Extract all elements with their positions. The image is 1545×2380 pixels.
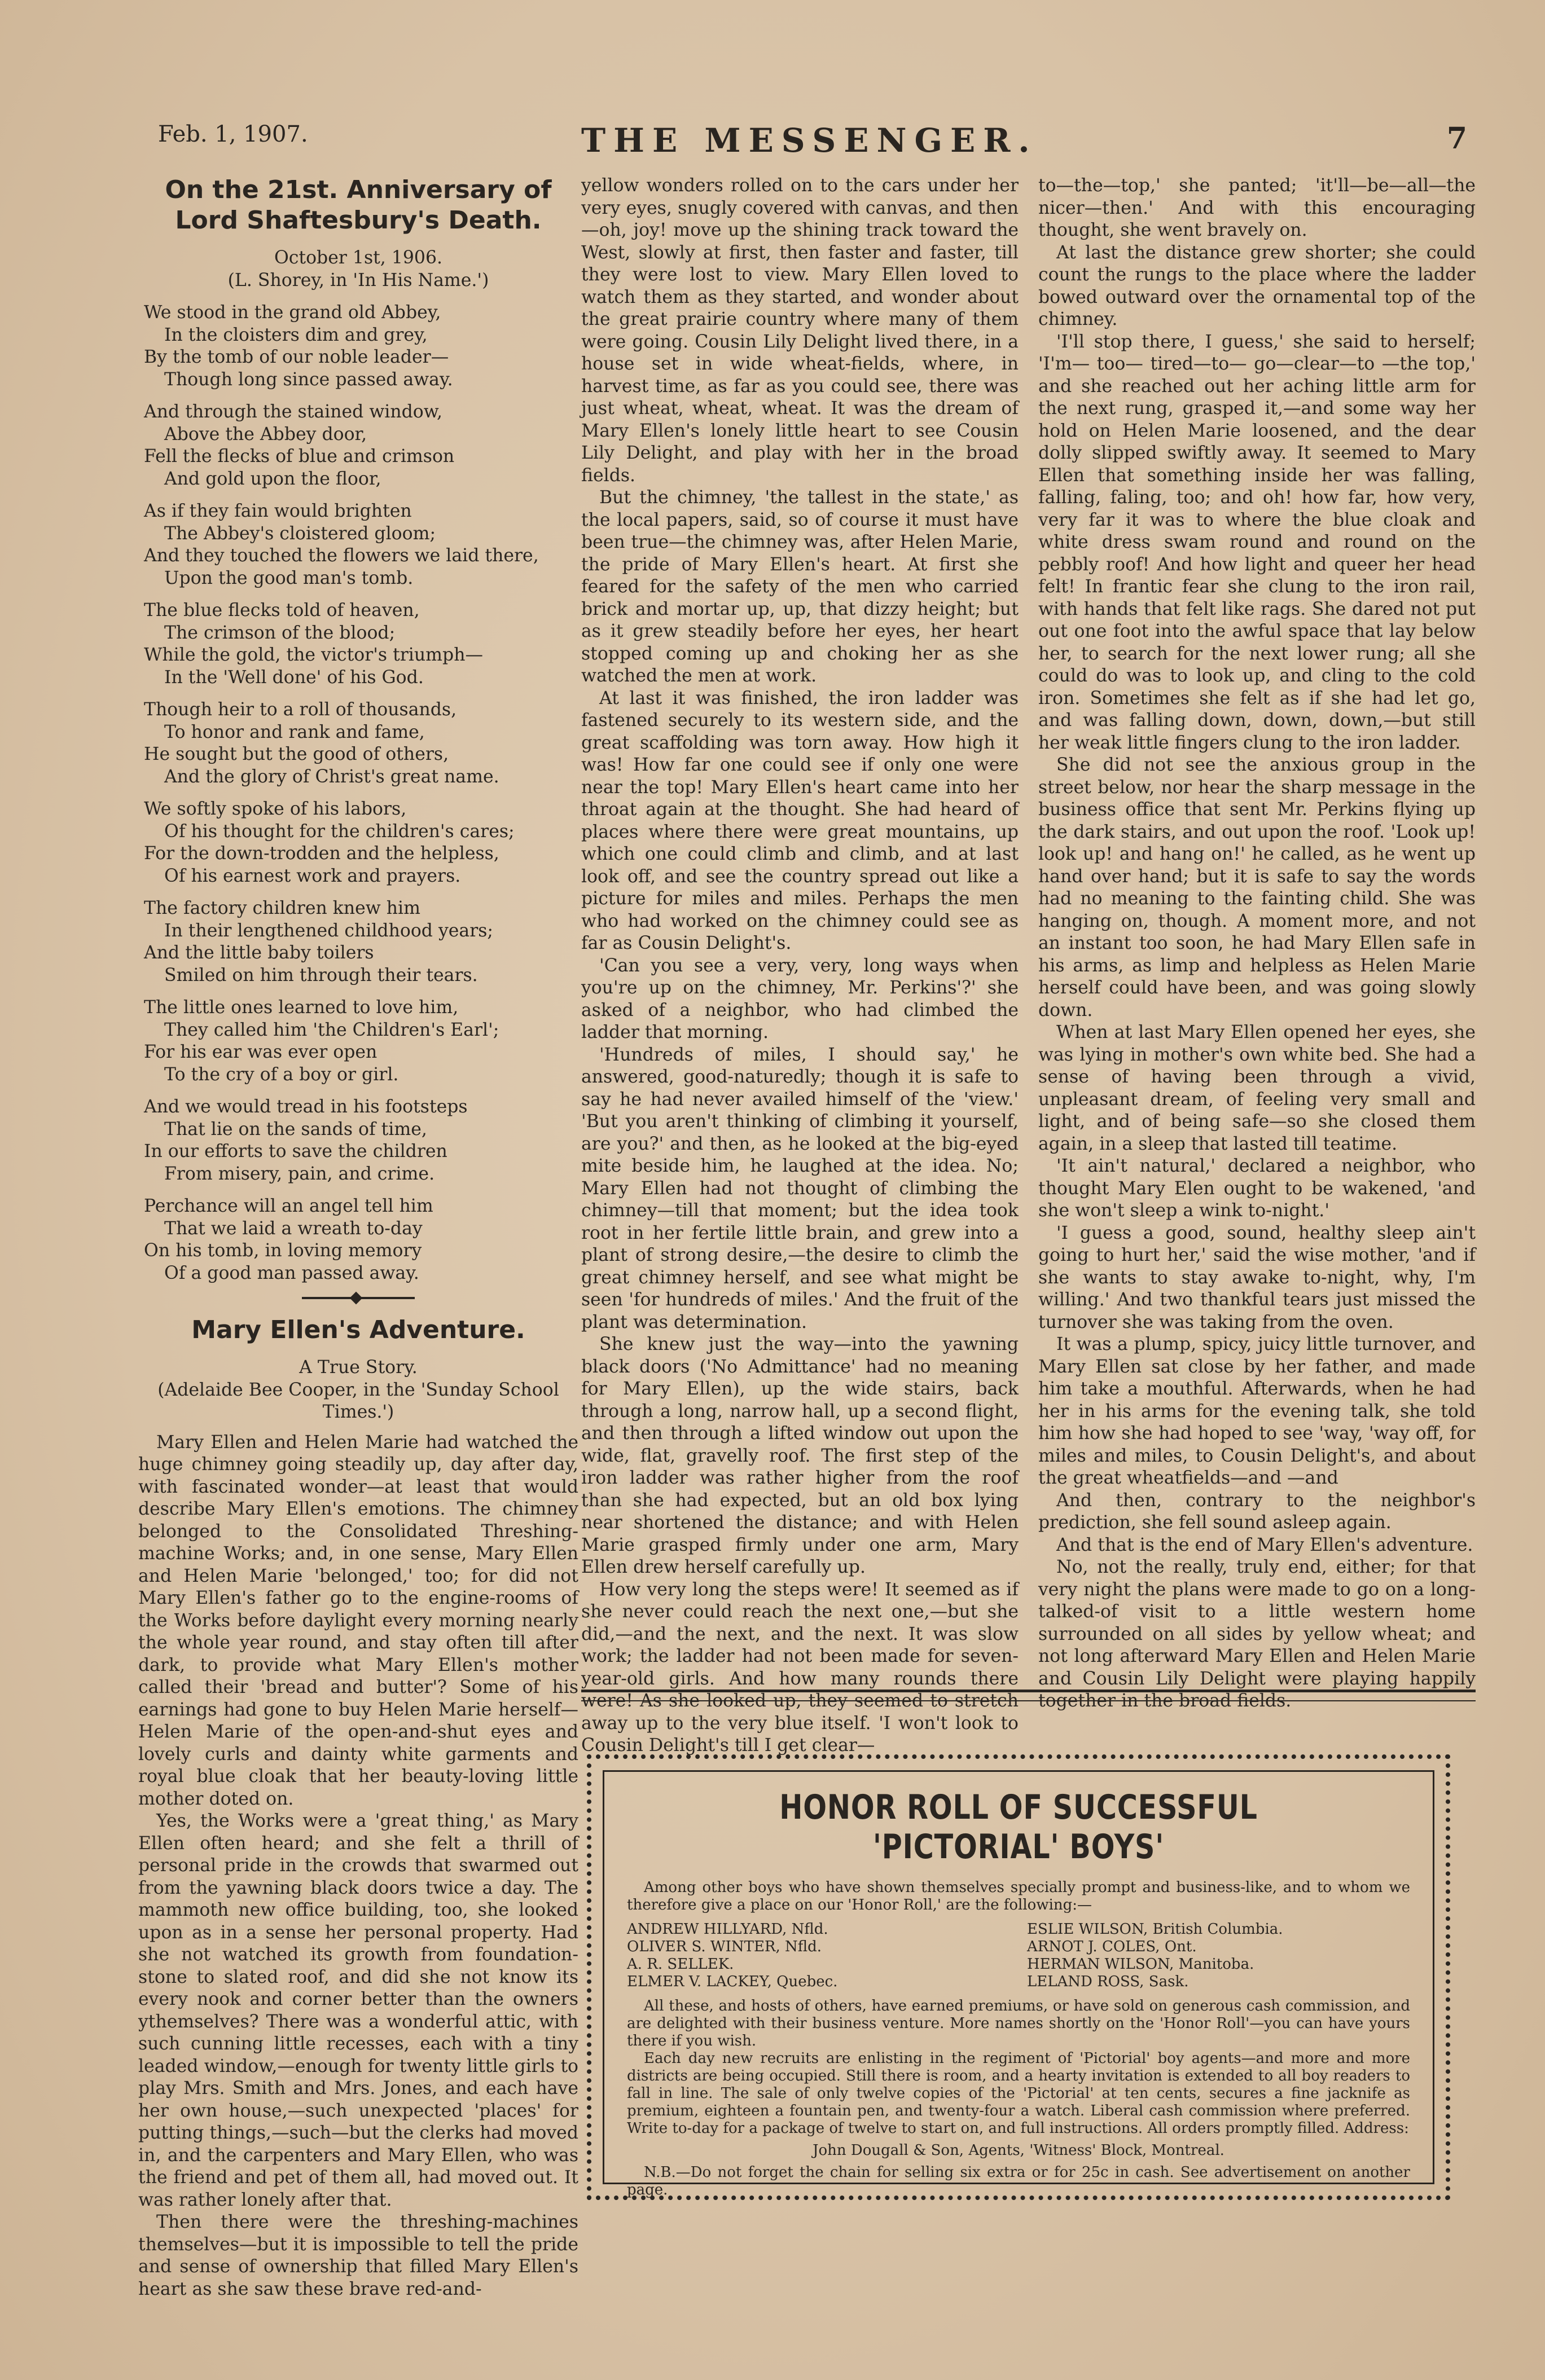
poem-stanza xyxy=(144,898,578,987)
issue-date: Feb. 1, 1907. xyxy=(158,121,308,147)
poem-line: Though long since passed away. xyxy=(164,369,453,390)
poem-line: To honor and rank and fame, xyxy=(164,722,425,742)
honor-roll-text xyxy=(627,1879,1410,2199)
poem-line: The blue flecks told of heaven, xyxy=(144,600,420,621)
story-paragraph: But the chimney, 'the tallest in the state,' as the local papers, said, so of course it must have been true—the chimney was, after Helen Marie, the pride of Mary Ellen's heart. At first she feared for the safety of the men who carried brick and mortar up, up, that dizzy height; but as it grew steadily before her eyes, her heart stopped coming up and choking her as she watched the men at work. xyxy=(581,487,1019,686)
story-paragraph: No, not the really, truly end, either; for that very night the plans were made to go on a long-talked-of visit to a little western home surrounded on all sides by yellow wheat; and not long afterward Mary Ellen and Helen Marie and Cousin Lily Delight were playing happily together in the broad fields. xyxy=(1038,1557,1476,1711)
masthead xyxy=(152,121,1467,166)
mary-ellen-byline: (Adelaide Bee Cooper, in the 'Sunday School Times.') xyxy=(157,1379,559,1422)
newspaper-title: THE MESSENGER. xyxy=(581,121,1038,160)
honor-roll-names xyxy=(627,1921,1410,1991)
page-number: 7 xyxy=(1446,121,1467,156)
story-paragraph: 'Hundreds of miles, I should say,' he answered, good-naturedly; though it is safe to say he had never availed himself of the 'view.' 'But you aren't thinking of climbing it yourself, are you?' and then, as he looked at the big-eyed mite beside him, he laughed at the idea. No; Mary Ellen had not thought of climbing the chimney—till that moment; but the idea took root in her fertile little brain, and grew into a plant of strong desire,—the desire to climb the great chimney herself, and see what might be seen 'for hundreds of miles.' And the fruit of the plant was determination. xyxy=(581,1044,1019,1332)
poem-stanza xyxy=(144,1096,578,1185)
poem-line: And the glory of Christ's great name. xyxy=(164,766,499,787)
poem-stanza xyxy=(144,798,578,887)
poem-line: Perchance will an angel tell him xyxy=(144,1196,433,1216)
honor-name: ARNOT J. COLES, Ont. xyxy=(1027,1938,1197,1955)
section-divider xyxy=(302,1297,415,1299)
poem-line: And we would tread in his footsteps xyxy=(144,1097,468,1117)
poem-line: Above the Abbey door, xyxy=(164,424,367,445)
poem-line: For the down-trodden and the helpless, xyxy=(144,843,499,864)
mary-ellen-title: Mary Ellen's Adventure. xyxy=(191,1316,525,1344)
poem-stanza xyxy=(144,401,578,490)
shaftesbury-date-line: October 1st, 1906. xyxy=(274,248,443,268)
poem-line: He sought but the good of others, xyxy=(144,744,449,764)
story-paragraph: It was a plump, spicy, juicy little turnover, and Mary Ellen sat close by her father, and made him take a mouthful. Afterwards, when he had her in his arms for the evening talk, she told him how she had hoped to see 'way, 'way off, for miles and miles, to Cousin Delight's, and about the great wheatfields—and —and xyxy=(1038,1334,1476,1488)
story-paragraph: Then there were the threshing-machines themselves—but it is impossible to tell the pride and sense of ownership that filled Mary Ellen's heart as she saw these brave red-and- xyxy=(138,2212,578,2299)
poem-line: In the cloisters dim and grey, xyxy=(164,324,428,345)
poem-stanza xyxy=(144,699,578,788)
story-paragraph: She knew just the way—into the yawning black doors ('No Admittance' had no meaning for Mary Ellen), up the wide stairs, back through a long, narrow hall, up a second flight, and then through a lifted window out upon the wide, flat, gravelly roof. The first step of the iron ladder was rather higher from the roof than she had expected, but an old box lying near shortened the distance; and with Helen Marie grasped firmly under one arm, Mary Ellen drew herself carefully up. xyxy=(581,1334,1019,1577)
poem-line: And the little baby toilers xyxy=(144,943,374,963)
shaftesbury-poem xyxy=(144,302,578,1284)
poem-line: And gold upon the floor, xyxy=(164,468,381,489)
poem-stanza xyxy=(144,302,578,391)
honor-name: ESLIE WILSON, British Columbia. xyxy=(1027,1921,1283,1938)
honor-roll-frame xyxy=(603,1770,1434,2198)
poem-stanza xyxy=(144,997,578,1086)
mary-ellen-subtitle: A True Story. xyxy=(299,1357,418,1378)
poem-stanza xyxy=(144,1195,578,1284)
honor-roll-title: HONOR ROLL OF SUCCESSFUL 'PICTORIAL' BOYS' xyxy=(779,1788,1258,1867)
poem-line: The little ones learned to love him, xyxy=(144,997,459,1018)
poem-line: By the tomb of our noble leader— xyxy=(144,347,449,367)
poem-line: As if they fain would brighten xyxy=(144,501,412,521)
poem-line: For his ear was ever open xyxy=(144,1042,378,1062)
poem-line: That we laid a wreath to-day xyxy=(164,1218,423,1239)
honor-name: HERMAN WILSON, Manitoba. xyxy=(1027,1956,1254,1973)
column-3 xyxy=(1038,175,1476,1713)
poem-line: Of his earnest work and prayers. xyxy=(164,865,461,886)
honor-roll-nb: N.B.—Do not forget the chain for selling six extra or for 25c in cash. See advertisement on another page. xyxy=(627,2164,1410,2198)
column-1 xyxy=(138,175,578,2300)
honor-name: LELAND ROSS, Sask. xyxy=(1027,1973,1189,1990)
poem-stanza xyxy=(144,600,578,689)
honor-name: ELMER V. LACKEY, Quebec. xyxy=(627,1973,838,1990)
poem-line: The factory children knew him xyxy=(144,898,420,918)
honor-roll-signature: John Dougall & Son, Agents, 'Witness' Block, Montreal. xyxy=(813,2142,1224,2159)
poem-line: Fell the flecks of blue and crimson xyxy=(144,446,455,467)
poem-line: And through the stained window, xyxy=(144,402,443,422)
story-paragraph: She did not see the anxious group in the street below, nor hear the sharp message in the business office that sent Mr. Perkins flying up the dark stairs, and out upon the roof. 'Look up! look up! and hang on!' he called, as he went up hand over hand; but it is safe to say the words had no meaning to the fainting child. She was hanging on, though. A moment more, and not an instant too soon, he had Mary Ellen safe in his arms, as limp and helpless as Helen Marie herself could have been, and was going slowly down. xyxy=(1038,755,1476,1020)
story-paragraph: yellow wonders rolled on to the cars under her very eyes, snugly covered with canvas, and then—oh, joy! move up the shining track toward the West, slowly at first, then faster and faster, till they were lost to view. Mary Ellen loved to watch them as they started, and wonder about the great prairie country where many of them were going. Cousin Lily Delight lived there, in a house set in wide wheat-fields, where, in harvest time, as far as you could see, there was just wheat, wheat, wheat. It was the dream of Mary Ellen's lonely little heart to see Cousin Lily Delight, and play with her in the broad fields. xyxy=(581,175,1019,486)
shaftesbury-byline: (L. Shorey, in 'In His Name.') xyxy=(227,270,489,291)
story-paragraph: to—the—top,' she panted; 'it'll—be—all—the nicer—then.' And with this encouraging thought, she went bravely on. xyxy=(1038,175,1476,240)
story-paragraph: How very long the steps were! It seemed as if she never could reach the next one,—but she did,—and the next, and the next. It was slow work; the ladder had not been made for seven-year-old girls. And how many rounds there were! As she looked up, they seemed to stretch away up to the very blue itself. 'I won't look to Cousin Delight's till I get clear— xyxy=(581,1579,1019,1756)
honor-name: A. R. SELLEK. xyxy=(627,1956,734,1973)
poem-line: Though heir to a roll of thousands, xyxy=(144,700,457,720)
poem-line: Upon the good man's tomb. xyxy=(164,567,414,588)
poem-line: They called him 'the Children's Earl'; xyxy=(164,1019,499,1040)
honor-roll-body: All these, and hosts of others, have earned premiums, or have sold on generous cash commission, and are delighted with their business venture. More names shortly on the 'Honor Roll'—you can have yours there if you wish. xyxy=(627,1998,1410,2049)
story-paragraph: At last the distance grew shorter; she could count the rungs to the place where the ladder bowed outward over the ornamental top of the chimney. xyxy=(1038,242,1476,329)
honor-name: OLIVER S. WINTER, Nfld. xyxy=(627,1938,822,1955)
poem-line: The Abbey's cloistered gloom; xyxy=(164,523,436,544)
mary-ellen-col1-text xyxy=(138,1432,578,2301)
story-paragraph: And that is the end of Mary Ellen's adventure. xyxy=(1056,1534,1473,1555)
story-paragraph: And then, contrary to the neighbor's prediction, she fell sound asleep again. xyxy=(1038,1490,1476,1533)
shaftesbury-title: On the 21st. Anniversary of Lord Shaftesbury's Death. xyxy=(165,175,552,235)
poem-line: In our efforts to save the children xyxy=(144,1141,447,1162)
column-2 xyxy=(581,175,1019,1757)
honor-roll-body-2: Each day new recruits are enlisting in the regiment of 'Pictorial' boy agents—and more and more districts are being occupied. Still there is room, and a hearty invitation is extended to all boy readers to fall in line. The sale of only twelve copies of the 'Pictorial' at ten cents, secures a fine jacknife as premium, eighteen a fountain pen, and twenty-four a watch. Liberal cash commission where preferred. Write to-day for a package of twelve to start on, and full instructions. All orders promptly filled. Address: xyxy=(627,2050,1410,2137)
poem-line: Of his thought for the children's cares; xyxy=(164,821,515,842)
story-paragraph: 'I'll stop there, I guess,' she said to herself; 'I'm— too— tired—to— go—clear—to —the top,' and she reached out her aching little arm for the next rung, grasped it,—and some way her hold on Helen Marie loosened, and the dear dolly slipped swiftly away. It seemed to Mary Ellen that something inside her was falling, falling, faling, too; and oh! how far, how very, very far it was to where the blue cloak and white dress swam round and round on the pebbly roof! And how light and queer her head felt! In frantic fear she clung to the iron rail, with hands that felt like rags. She dared not put out one foot into the awful space that lay below her, to search for the next lower rung; all she could do was to look up, and cling to the cold iron. Sometimes she felt as if she had let go, and was falling down, down, down,—but still her weak little fingers clung to the iron ladder. xyxy=(1038,331,1476,753)
poem-line: In the 'Well done' of his God. xyxy=(164,667,424,688)
poem-line: Of a good man passed away. xyxy=(164,1262,419,1283)
honor-roll-intro: Among other boys who have shown themselves specially prompt and business-like, and to whom we therefore give a place on our 'Honor Roll,' are the following:— xyxy=(627,1879,1410,1913)
story-paragraph: 'Can you see a very, very, long ways when you're up on the chimney, Mr. Perkins'?' she asked of a neighbor, who had climbed the ladder that morning. xyxy=(581,955,1019,1042)
poem-line: And they touched the flowers we laid there, xyxy=(144,545,539,566)
story-paragraph: At last it was finished, the iron ladder was fastened securely to its western side, and the great scaffolding was torn away. How high it was! How far one could see if only one were near the top! Mary Ellen's heart came into her throat again at the thought. She had heard of places where there were great mountains, up which one could climb and climb, and at last look off, and see the country spread out like a picture for miles and miles. Perhaps the men who had worked on the chimney could see as far as Cousin Delight's. xyxy=(581,688,1019,953)
poem-line: We softly spoke of his labors, xyxy=(144,799,407,819)
poem-line: Smiled on him through their tears. xyxy=(164,965,478,986)
poem-line: In their lengthened childhood years; xyxy=(164,920,494,941)
story-paragraph: Mary Ellen and Helen Marie had watched the huge chimney going steadily up, day after day, with fascinated wonder—at least that would describe Mary Ellen's emotions. The chimney belonged to the Consolidated Threshing-machine Works; and, in one sense, Mary Ellen and Helen Marie 'belonged,' too; for did not Mary Ellen's father go to the engine-rooms of the Works before daylight every morning nearly the whole year round, and stay often till after dark, to provide what Mary Ellen's mother called their 'bread and butter'? Some of his earnings had gone to buy Helen Marie herself—Helen Marie of the open-and-shut eyes and lovely curls and dainty white garments and royal blue cloak that her beauty-loving little mother doted on. xyxy=(138,1432,578,1809)
story-paragraph: 'I guess a good, sound, healthy sleep ain't going to hurt her,' said the wise mother, 'and if she wants to stay awake to-night, why, I'm willing.' And two thankful tears just missed the turnover she was taking from the oven. xyxy=(1038,1222,1476,1332)
story-paragraph: Yes, the Works were a 'great thing,' as Mary Ellen often heard; and she felt a thrill of personal pride in the crowds that swarmed out from the yawning black doors twice a day. The mammoth new office building, too, she looked upon as in a sense her personal property. Had she not watched its growth from foundation-stone to slated roof, and did she not know its every nook and corner better than the owners ythemselves? There was a wonderful attic, with such cunning little recesses, each with a tiny leaded window,—enough for twenty little girls to play Mrs. Smith and Mrs. Jones, and each have her own house,—such unexpected 'places' for putting things,—such—but the clerks had moved in, and the carpenters and Mary Ellen, who was the friend and pet of them all, had moved out. It was rather lonely after that. xyxy=(138,1811,578,2210)
poem-line: We stood in the grand old Abbey, xyxy=(144,302,441,323)
poem-line: To the cry of a boy or girl. xyxy=(164,1064,399,1085)
story-paragraph: 'It ain't natural,' declared a neighbor, who thought Mary Elen ought to be wakened, 'and she won't sleep a wink to-night.' xyxy=(1038,1156,1476,1221)
poem-line: That lie on the sands of time, xyxy=(164,1119,427,1140)
poem-line: On his tomb, in loving memory xyxy=(144,1240,422,1261)
honor-name: ANDREW HILLYARD, Nfld. xyxy=(627,1921,828,1938)
horizontal-rule xyxy=(581,1690,1476,1701)
poem-line: The crimson of the blood; xyxy=(164,622,396,643)
poem-stanza xyxy=(144,500,578,589)
story-paragraph: When at last Mary Ellen opened her eyes, she was lying in mother's own white bed. She had a sense of having been through a vivid, unpleasant dream, of feeling very small and light, and of being safe—so she closed them again, in a sleep that lasted till teatime. xyxy=(1038,1022,1476,1154)
poem-line: While the gold, the victor's triumph— xyxy=(144,645,483,665)
honor-roll-advertisement xyxy=(587,1754,1450,2200)
poem-line: From misery, pain, and crime. xyxy=(164,1163,435,1184)
